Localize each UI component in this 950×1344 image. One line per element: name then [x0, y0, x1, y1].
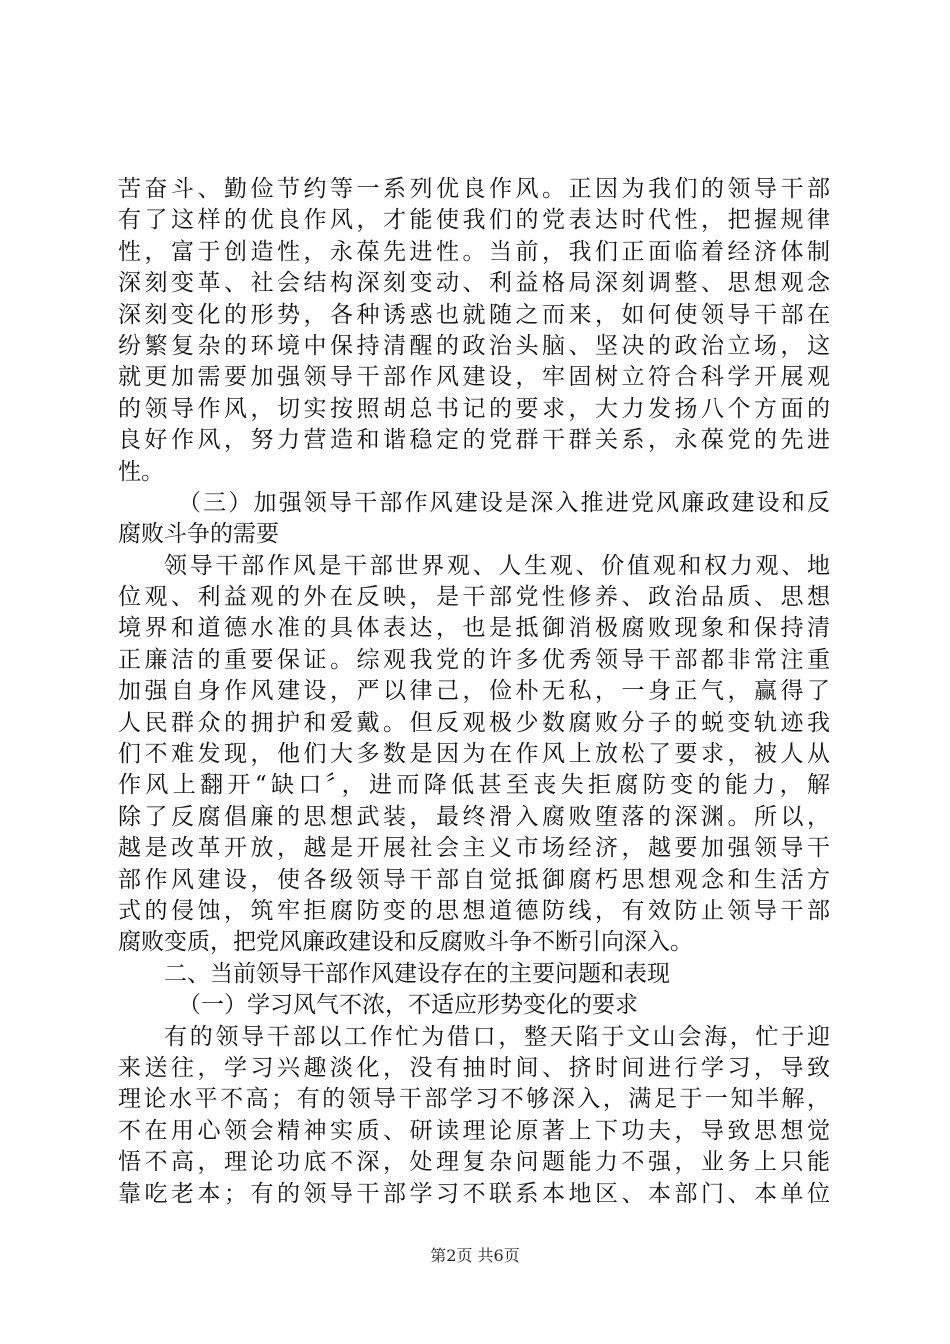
text-line: 们不难发现，他们大多数是因为在作风上放松了要求，被人从: [118, 741, 830, 768]
text-line: 式的侵蚀，筑牢拒腐防变的思想道德防线，有效防止领导干部: [118, 897, 830, 924]
section-heading: （一）学习风气不浓，不适应形势变化的要求: [178, 992, 638, 1019]
page-number-footer: 第2页 共6页: [430, 1246, 520, 1265]
text-line: 性。: [118, 458, 164, 485]
text-line: 靠吃老本；有的领导干部学习不联系本地区、本部门、本单位: [118, 1180, 830, 1207]
text-line: 领导干部作风是干部世界观、人生观、价值观和权力观、地: [164, 552, 830, 579]
text-line: 位观、利益观的外在反映，是干部党性修养、政治品质、思想: [118, 584, 830, 611]
text-line: 的领导作风，切实按照胡总书记的要求，大力发扬八个方面的: [118, 395, 830, 422]
text-line: 深刻变革、社会结构深刻变动、利益格局深刻调整、思想观念: [118, 270, 830, 297]
text-line: 有了这样的优良作风，才能使我们的党表达时代性，把握规律: [118, 207, 830, 234]
text-line: 作风上翻开“缺口〞，进而降低甚至丧失拒腐防变的能力，解: [118, 772, 830, 799]
text-line: 加强自身作风建设，严以律己，俭朴无私，一身正气，赢得了: [118, 678, 830, 705]
text-line: 不在用心领会精神实质、研读理论原著上下功夫，导致思想觉: [118, 1117, 830, 1144]
text-line: 来送往，学习兴趣淡化，没有抽时间、挤时间进行学习，导致: [118, 1054, 830, 1081]
text-line: 性，富于创造性，永葆先进性。当前，我们正面临着经济体制: [118, 238, 830, 265]
text-line: 纷繁复杂的环境中保持清醒的政治头脑、坚决的政治立场，这: [118, 332, 830, 359]
text-line: 就更加需要加强领导干部作风建设，牢固树立符合科学开展观: [118, 364, 830, 391]
text-line: 深刻变化的形势，各种诱惑也就随之而来，如何使领导干部在: [118, 301, 830, 328]
text-line: 良好作风，努力营造和谐稳定的党群干群关系，永葆党的先进: [118, 427, 830, 454]
text-line: 正廉洁的重要保证。综观我党的许多优秀领导干部都非常注重: [118, 646, 830, 673]
section-heading: （三）加强领导干部作风建设是深入推进党风廉政建设和反: [178, 489, 830, 516]
section-heading-continued: 腐败斗争的需要: [118, 521, 279, 548]
chapter-heading: 二、当前领导干部作风建设存在的主要问题和表现: [164, 960, 670, 987]
text-line: 苦奋斗、勤俭节约等一系列优良作风。正因为我们的领导干部: [118, 176, 830, 202]
text-line: 境界和道德水准的具体表达，也是抵御消极腐败现象和保持清: [118, 615, 830, 642]
text-line: 腐败变质，把党风廉政建设和反腐败斗争不断引向深入。: [118, 929, 693, 956]
document-body: [118, 174, 830, 1210]
text-line: 人民群众的拥护和爱戴。但反观极少数腐败分子的蜕变轨迹我: [118, 709, 830, 736]
text-line: 有的领导干部以工作忙为借口，整天陷于文山会海，忙于迎: [164, 1023, 830, 1050]
text-line: 部作风建设，使各级领导干部自觉抵御腐朽思想观念和生活方: [118, 866, 830, 893]
text-line: 越是改革开放，越是开展社会主义市场经济，越要加强领导干: [118, 835, 830, 862]
text-line: 悟不高，理论功底不深，处理复杂问题能力不强，业务上只能: [118, 1149, 830, 1176]
text-line: 理论水平不高；有的领导干部学习不够深入，满足于一知半解，: [118, 1086, 830, 1113]
text-line: 除了反腐倡廉的思想武装，最终滑入腐败堕落的深渊。所以，: [118, 803, 830, 830]
